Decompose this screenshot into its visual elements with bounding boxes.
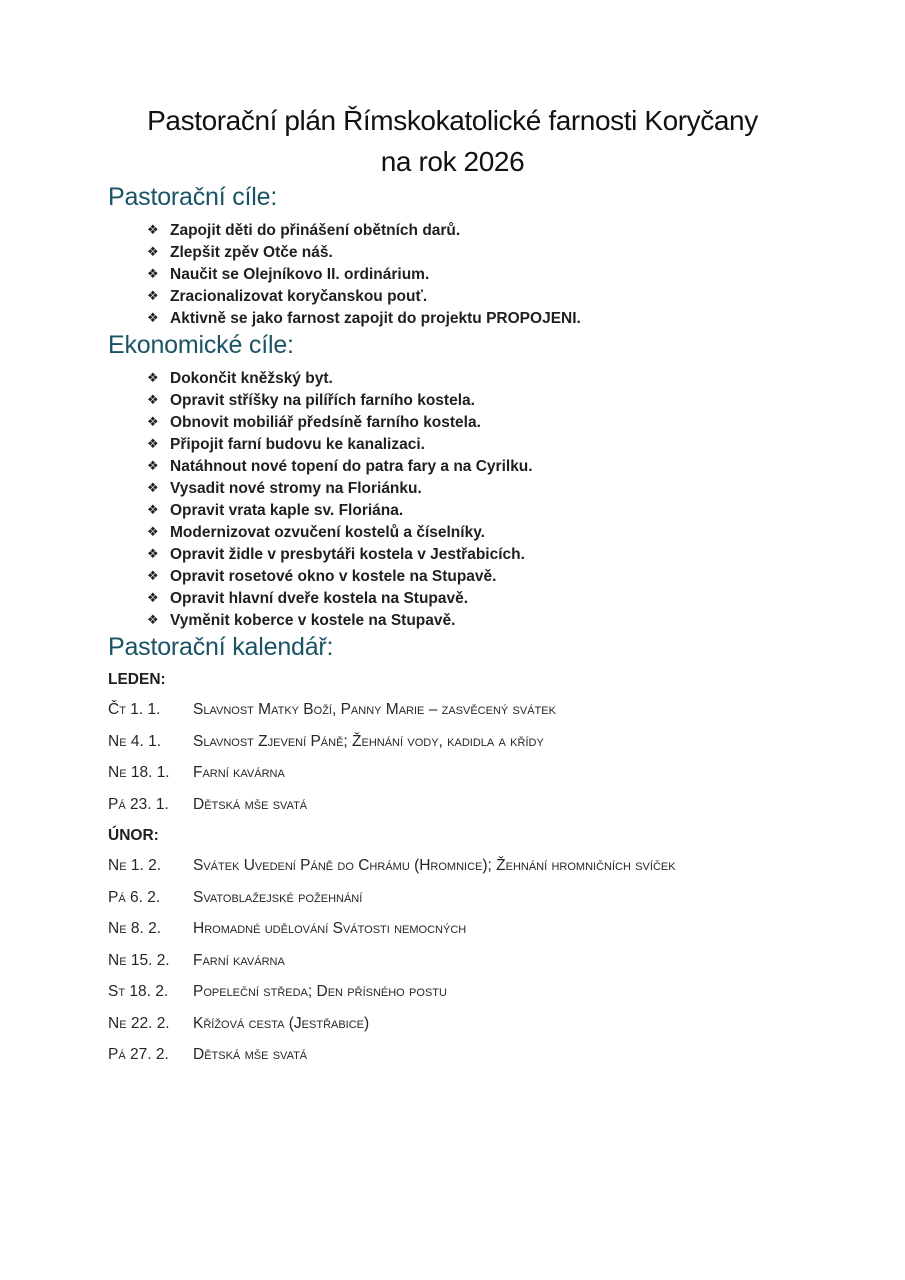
section-heading-economic-goals: Ekonomické cíle: bbox=[108, 331, 294, 359]
calendar-day: Ne 22. 2. bbox=[108, 1014, 170, 1032]
calendar-row bbox=[108, 982, 797, 1002]
calendar-day: Pá 27. 2. bbox=[108, 1046, 169, 1063]
calendar-day: Čt 1. 1. bbox=[108, 701, 161, 718]
calendar-event: Hromadné udělování Svátosti nemocných bbox=[193, 920, 467, 937]
list-item bbox=[108, 390, 797, 412]
calendar-event: Dětská mše svatá bbox=[193, 795, 308, 813]
list-item bbox=[108, 286, 797, 308]
calendar-event: Dětská mše svatá bbox=[193, 1046, 308, 1063]
list-item bbox=[108, 588, 797, 610]
list-item-text: Opravit vrata kaple sv. Floriána. bbox=[170, 502, 404, 519]
list-item-text: Zlepšit zpěv Otče náš. bbox=[170, 244, 333, 261]
month-heading-january: LEDEN: bbox=[108, 671, 166, 688]
diamond-bullet-icon: ❖ bbox=[147, 459, 159, 474]
diamond-bullet-icon: ❖ bbox=[147, 437, 159, 452]
list-item bbox=[108, 500, 797, 522]
calendar-event: Svátek Uvedení Páně do Chrámu (Hromnice); Žehnání hromničních svíček bbox=[193, 857, 676, 874]
diamond-bullet-icon: ❖ bbox=[147, 525, 159, 540]
calendar-row bbox=[108, 795, 797, 815]
list-item-text: Vyměnit koberce v kostele na Stupavě. bbox=[170, 612, 456, 629]
calendar-day: Ne 18. 1. bbox=[108, 764, 170, 781]
list-item bbox=[108, 566, 797, 588]
calendar-day: Ne 4. 1. bbox=[108, 732, 161, 750]
list-item bbox=[108, 544, 797, 566]
diamond-bullet-icon: ❖ bbox=[147, 415, 159, 430]
diamond-bullet-icon: ❖ bbox=[147, 393, 159, 408]
calendar-event: Farní kavárna bbox=[193, 764, 285, 781]
calendar-event: Křížová cesta (Jestřabice) bbox=[193, 1014, 370, 1032]
calendar-row bbox=[108, 888, 797, 908]
section-heading-pastoral-goals: Pastorační cíle: bbox=[108, 183, 278, 211]
list-item-text: Opravit stříšky na pilířích farního kostela. bbox=[170, 392, 475, 409]
calendar-row bbox=[108, 732, 797, 752]
calendar-day: St 18. 2. bbox=[108, 983, 169, 1000]
calendar-row bbox=[108, 951, 797, 971]
calendar-event: Slavnost Matky Boží, Panny Marie – zasvěcený svátek bbox=[193, 701, 556, 718]
list-item bbox=[108, 220, 797, 242]
list-item-text: Zapojit děti do přinášení obětních darů. bbox=[170, 222, 461, 239]
calendar-day: Ne 1. 2. bbox=[108, 857, 161, 874]
calendar-event: Farní kavárna bbox=[193, 951, 285, 969]
diamond-bullet-icon: ❖ bbox=[147, 371, 159, 386]
calendar-event: Svatoblažejské požehnání bbox=[193, 888, 363, 906]
document-title-line2: na rok 2026 bbox=[380, 146, 525, 177]
calendar-day: Ne 8. 2. bbox=[108, 920, 161, 937]
diamond-bullet-icon: ❖ bbox=[147, 267, 159, 282]
list-item-text: Modernizovat ozvučení kostelů a číselníky. bbox=[170, 524, 485, 541]
list-item-text: Dokončit kněžský byt. bbox=[170, 370, 333, 387]
list-item bbox=[108, 308, 797, 330]
list-item bbox=[108, 264, 797, 286]
list-item-text: Opravit hlavní dveře kostela na Stupavě. bbox=[170, 590, 469, 607]
list-item bbox=[108, 522, 797, 544]
calendar-day: Ne 15. 2. bbox=[108, 951, 170, 969]
list-item bbox=[108, 610, 797, 632]
calendar-day: Pá 6. 2. bbox=[108, 888, 161, 906]
list-item bbox=[108, 412, 797, 434]
diamond-bullet-icon: ❖ bbox=[147, 289, 159, 304]
diamond-bullet-icon: ❖ bbox=[147, 311, 159, 326]
list-item-text: Připojit farní budovu ke kanalizaci. bbox=[170, 436, 425, 453]
diamond-bullet-icon: ❖ bbox=[147, 245, 159, 260]
list-item-text: Opravit rosetové okno v kostele na Stupavě. bbox=[170, 568, 497, 585]
list-item-text: Aktivně se jako farnost zapojit do projektu PROPOJENI. bbox=[170, 310, 581, 327]
diamond-bullet-icon: ❖ bbox=[147, 547, 159, 562]
diamond-bullet-icon: ❖ bbox=[147, 613, 159, 628]
pastoral-goals-list bbox=[108, 220, 797, 330]
diamond-bullet-icon: ❖ bbox=[147, 481, 159, 496]
list-item bbox=[108, 456, 797, 478]
diamond-bullet-icon: ❖ bbox=[147, 591, 159, 606]
diamond-bullet-icon: ❖ bbox=[147, 223, 159, 238]
calendar-row bbox=[108, 1014, 797, 1034]
list-item bbox=[108, 368, 797, 390]
list-item bbox=[108, 242, 797, 264]
list-item-text: Vysadit nové stromy na Floriánku. bbox=[170, 480, 422, 497]
list-item-text: Naučit se Olejníkovo II. ordinárium. bbox=[170, 266, 430, 283]
calendar-row bbox=[108, 700, 797, 720]
calendar-row bbox=[108, 919, 797, 939]
calendar-row bbox=[108, 1045, 797, 1065]
section-heading-pastoral-calendar: Pastorační kalendář: bbox=[108, 633, 334, 661]
list-item-text: Obnovit mobiliář předsíně farního kostela. bbox=[170, 414, 481, 431]
list-item-text: Opravit židle v presbytáři kostela v Jestřabicích. bbox=[170, 546, 525, 563]
list-item-text: Natáhnout nové topení do patra fary a na Cyrilku. bbox=[170, 458, 533, 475]
diamond-bullet-icon: ❖ bbox=[147, 569, 159, 584]
calendar-row bbox=[108, 763, 797, 783]
month-heading-february: ÚNOR: bbox=[108, 827, 159, 844]
list-item bbox=[108, 478, 797, 500]
calendar-event: Popeleční středa; Den přísného postu bbox=[193, 983, 447, 1000]
list-item-text: Zracionalizovat koryčanskou pouť. bbox=[170, 288, 428, 305]
list-item bbox=[108, 434, 797, 456]
document-title-line1: Pastorační plán Římskokatolické farnosti Koryčany bbox=[147, 105, 758, 136]
calendar-day: Pá 23. 1. bbox=[108, 795, 169, 813]
economic-goals-list bbox=[108, 368, 797, 632]
calendar-row bbox=[108, 856, 797, 876]
pastoral-calendar bbox=[108, 670, 797, 1065]
diamond-bullet-icon: ❖ bbox=[147, 503, 159, 518]
calendar-event: Slavnost Zjevení Páně; Žehnání vody, kadidla a křídy bbox=[193, 732, 544, 750]
document-title bbox=[108, 0, 797, 182]
